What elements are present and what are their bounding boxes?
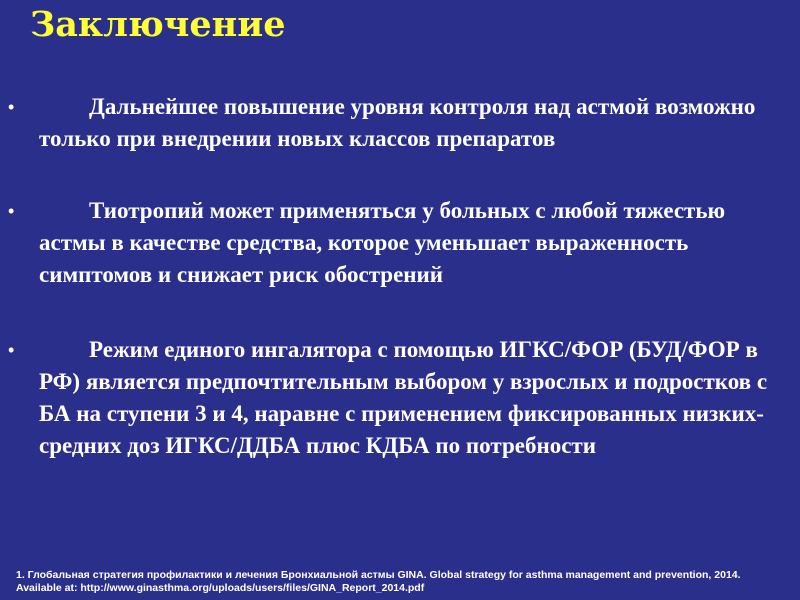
- footnote-url: Available at: http://www.ginasthma.org/uploads/users/files/GINA_Report_2014.pdf: [16, 582, 425, 594]
- slide-title: Заключение: [30, 4, 286, 45]
- footnote-citation: 1. Глобальная стратегия профилактики и лечения Бронхиальной астмы GINA. Global strategy for asthma management and prevention, 2014.: [16, 569, 741, 581]
- bullet-text: Режим единого ингалятора с помощью ИГКС/ФОР (БУД/ФОР в РФ) является предпочтительным выбором у взрослых и подростков с БА на ступени 3 и 4, наравне с применением фиксированных низких-средних доз ИГКС/ДДБА плюс КДБА по потребности: [39, 337, 768, 458]
- bullet-marker: •: [8, 340, 15, 360]
- bullet-text: Тиотропий может применяться у больных с любой тяжестью астмы в качестве средства, которое уменьшает выраженность симптомов и снижает риск обострений: [39, 198, 726, 287]
- bullet-text: Дальнейшее повышение уровня контроля над астмой возможно только при внедрении новых классов препаратов: [39, 94, 756, 151]
- footnote: [16, 569, 796, 595]
- bullet-marker: •: [8, 201, 15, 221]
- bullet-marker: •: [8, 97, 15, 117]
